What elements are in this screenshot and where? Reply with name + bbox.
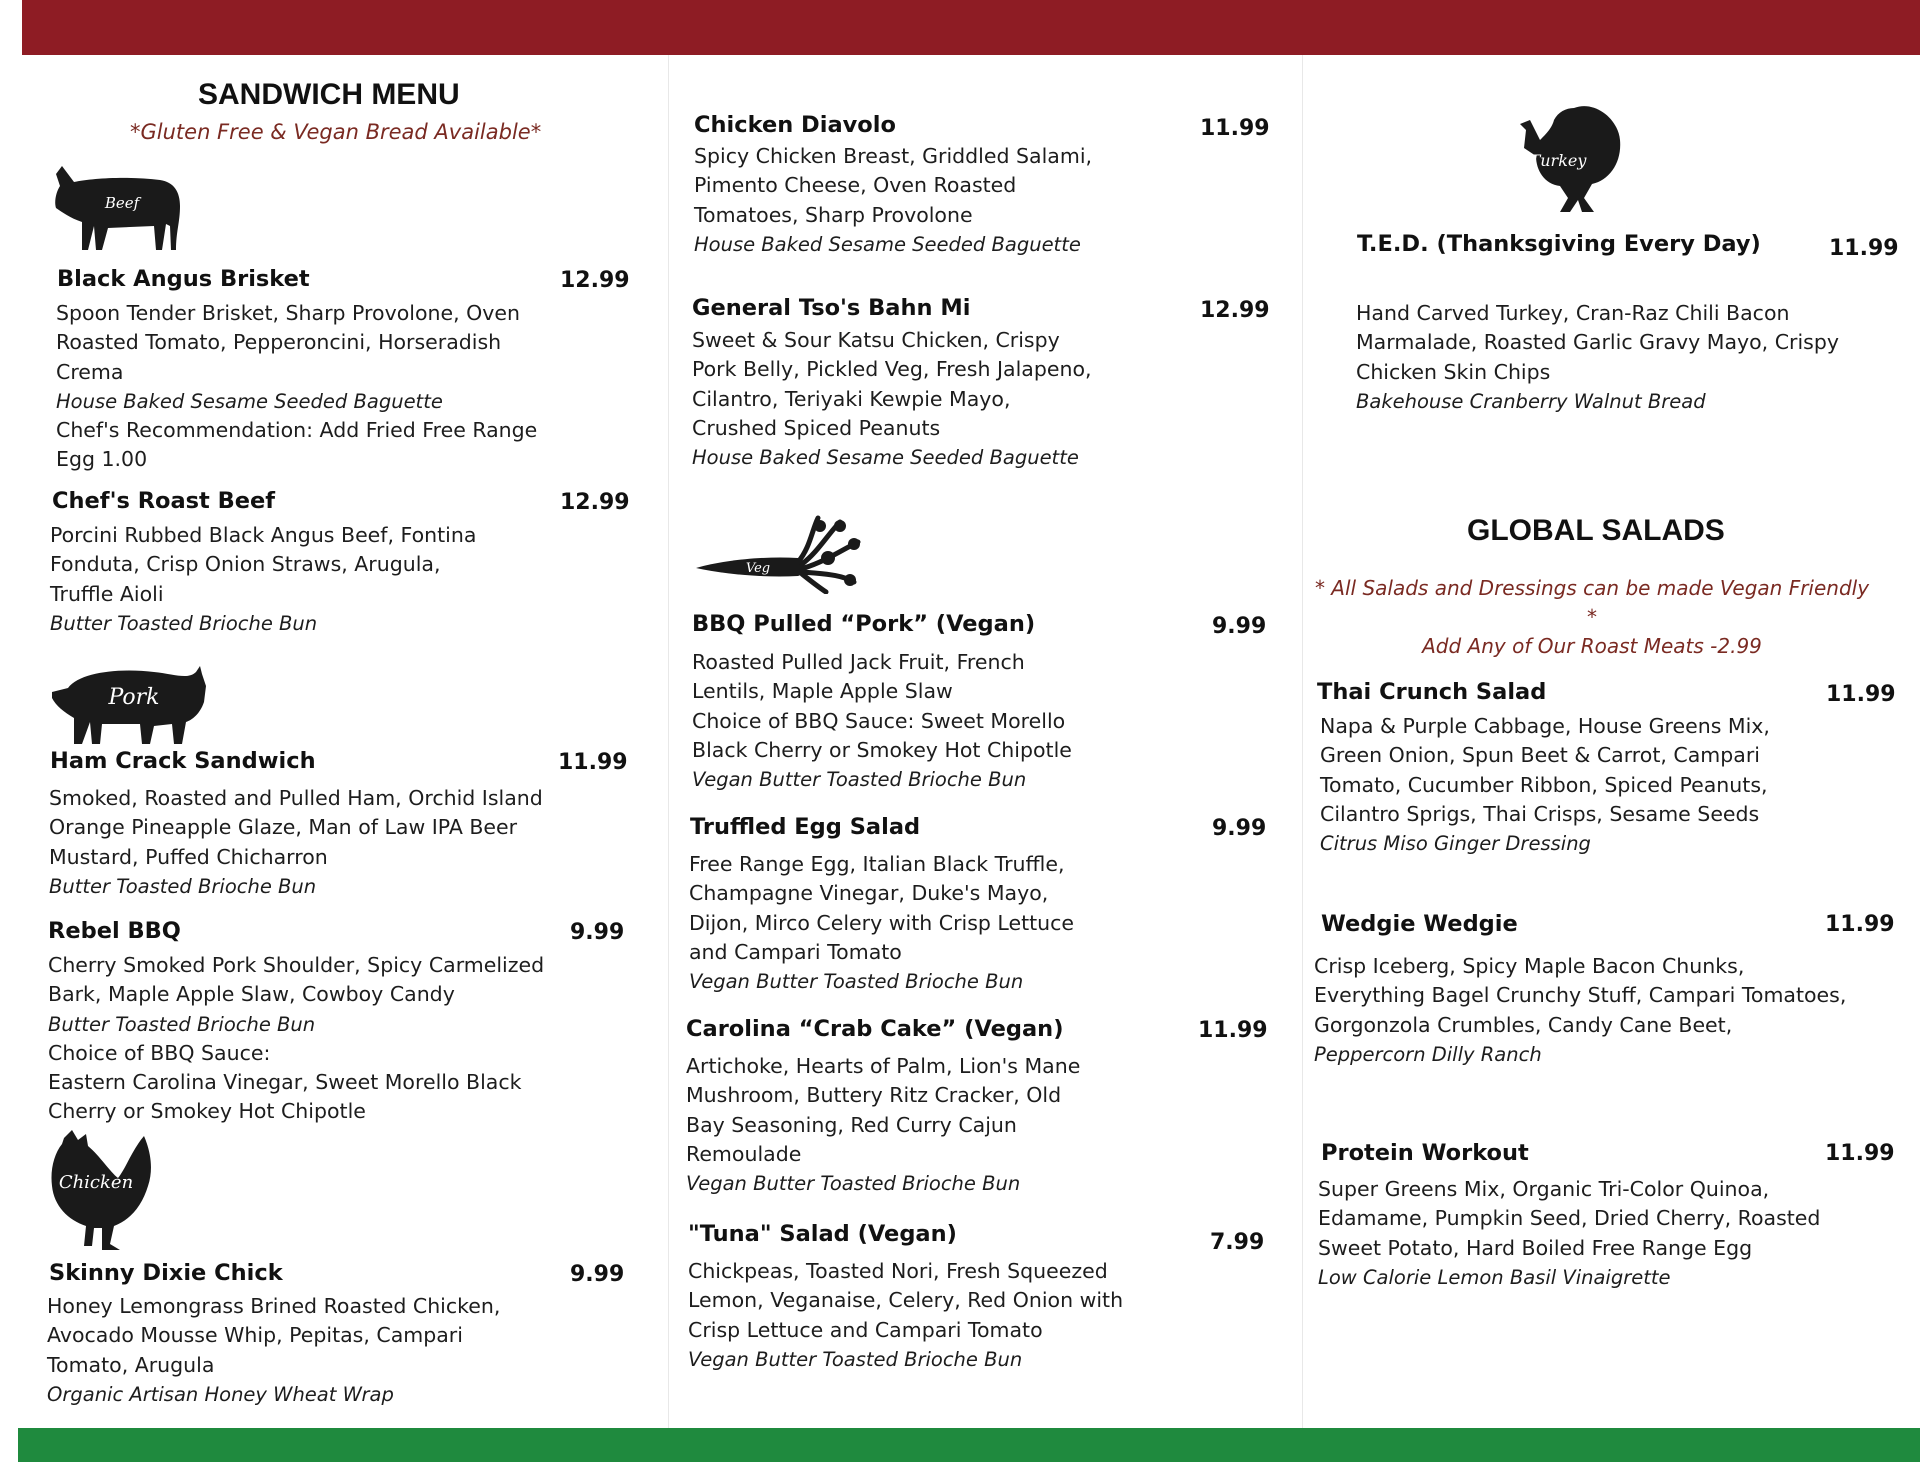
description-line: Orange Pineapple Glaze, Man of Law IPA Beer — [49, 815, 518, 840]
item-name-protein-workout: Protein Workout — [1321, 1140, 1529, 1166]
description-line: Smoked, Roasted and Pulled Ham, Orchid Island — [49, 786, 543, 810]
description-line: Truffle Aioli — [50, 581, 164, 606]
item-name-wedgie-wedgie: Wedgie Wedgie — [1321, 911, 1518, 937]
description-line: Crisp Iceberg, Spicy Maple Bacon Chunks, — [1314, 954, 1745, 978]
pork-icon-label: Pork — [108, 685, 160, 710]
panel-fold-right — [1302, 55, 1303, 1428]
description-line: Gorgonzola Crumbles, Candy Cane Beet, — [1314, 1012, 1733, 1037]
item-details-tuna-salad-vegan — [688, 1257, 1123, 1374]
item-price-carolina-crab-cake-vegan: 11.99 — [1198, 1018, 1268, 1043]
description-line: Honey Lemongrass Brined Roasted Chicken, — [47, 1294, 501, 1318]
description-line: Bay Seasoning, Red Curry Cajun — [686, 1112, 1017, 1137]
pork-icon — [50, 662, 210, 746]
top-color-band — [22, 0, 1920, 55]
beef-icon — [52, 162, 186, 252]
description-line: Napa & Purple Cabbage, House Greens Mix, — [1320, 714, 1770, 738]
item-name-rebel-bbq: Rebel BBQ — [48, 918, 181, 944]
item-details-general-tsos-bahn-mi — [692, 326, 1092, 472]
description-line: Sweet Potato, Hard Boiled Free Range Egg — [1318, 1235, 1753, 1260]
description-line: Mushroom, Buttery Ritz Cracker, Old — [686, 1083, 1062, 1108]
item-name-chefs-roast-beef: Chef's Roast Beef — [52, 488, 276, 514]
bread-line: House Baked Sesame Seeded Baguette — [692, 446, 1079, 470]
description-line: Edamame, Pumpkin Seed, Dried Cherry, Roasted — [1318, 1206, 1821, 1231]
description-line: Choice of BBQ Sauce: Sweet Morello — [692, 708, 1066, 733]
description-line: Chickpeas, Toasted Nori, Fresh Squeezed — [688, 1259, 1108, 1283]
chef-note-line: Egg 1.00 — [56, 447, 148, 472]
item-details-wedgie-wedgie — [1314, 952, 1846, 1069]
menu-subtitle: *Gluten Free & Vegan Bread Available* — [130, 120, 542, 144]
description-line: Cilantro Sprigs, Thai Crisps, Sesame Seeds — [1320, 801, 1760, 826]
chicken-icon-label: Chicken — [58, 1172, 134, 1193]
bread-line: Peppercorn Dilly Ranch — [1314, 1042, 1542, 1066]
item-price-protein-workout: 11.99 — [1825, 1141, 1895, 1166]
bread-line: Bakehouse Cranberry Walnut Bread — [1356, 389, 1706, 413]
item-name-skinny-dixie-chick: Skinny Dixie Chick — [49, 1260, 283, 1286]
turkey-icon — [1514, 100, 1624, 218]
description-line: Roasted Tomato, Pepperoncini, Horseradish — [56, 330, 502, 355]
description-line: Porcini Rubbed Black Angus Beef, Fontina — [50, 523, 477, 547]
item-name-carolina-crab-cake-vegan: Carolina “Crab Cake” (Vegan) — [686, 1016, 1064, 1042]
bread-line: Butter Toasted Brioche Bun — [49, 874, 317, 898]
item-details-thai-crunch-salad — [1320, 712, 1770, 858]
item-price-wedgie-wedgie: 11.99 — [1825, 912, 1895, 937]
description-line: Hand Carved Turkey, Cran-Raz Chili Bacon — [1356, 301, 1790, 325]
item-details-rebel-bbq — [48, 951, 544, 1127]
description-line: Pimento Cheese, Oven Roasted — [694, 173, 1017, 198]
description-line: Free Range Egg, Italian Black Truffle, — [689, 852, 1065, 876]
global-salads-title: GLOBAL SALADS — [1467, 514, 1725, 547]
item-price-black-angus-brisket: 12.99 — [560, 268, 630, 293]
item-price-chefs-roast-beef: 12.99 — [560, 490, 630, 515]
description-line: Marmalade, Roasted Garlic Gravy Mayo, Crispy — [1356, 330, 1839, 355]
item-details-skinny-dixie-chick — [47, 1292, 500, 1409]
bread-line: House Baked Sesame Seeded Baguette — [694, 232, 1081, 256]
description-line: and Campari Tomato — [689, 939, 902, 964]
item-name-ted-thanksgiving-every-day: T.E.D. (Thanksgiving Every Day) — [1357, 231, 1761, 257]
item-details-ted-thanksgiving-every-day — [1356, 299, 1839, 416]
item-details-truffled-egg-salad — [689, 850, 1074, 996]
description-line: Pork Belly, Pickled Veg, Fresh Jalapeno, — [692, 357, 1092, 382]
description-line: Sweet & Sour Katsu Chicken, Crispy — [692, 328, 1060, 352]
bread-line: Vegan Butter Toasted Brioche Bun — [686, 1172, 1021, 1196]
beef-icon-label: Beef — [104, 194, 140, 212]
item-price-tuna-salad-vegan: 7.99 — [1210, 1230, 1265, 1255]
sauce-note-line: Cherry or Smokey Hot Chipotle — [48, 1099, 366, 1124]
bread-line: Citrus Miso Ginger Dressing — [1320, 832, 1591, 856]
chef-note-line: Chef's Recommendation: Add Fried Free Range — [56, 418, 538, 443]
item-details-bbq-pulled-pork-vegan — [692, 648, 1072, 794]
item-price-chicken-diavolo: 11.99 — [1200, 116, 1270, 141]
item-price-bbq-pulled-pork-vegan: 9.99 — [1212, 614, 1267, 639]
description-line: Everything Bagel Crunchy Stuff, Campari Tomatoes, — [1314, 983, 1847, 1008]
item-price-ted-thanksgiving-every-day: 11.99 — [1829, 236, 1899, 261]
salads-vegan-note: * All Salads and Dressings can be made Vegan Friendly * — [1314, 576, 1870, 629]
item-name-ham-crack-sandwich: Ham Crack Sandwich — [50, 748, 316, 774]
description-line: Chicken Skin Chips — [1356, 359, 1551, 384]
description-line: Cilantro, Teriyaki Kewpie Mayo, — [692, 386, 1011, 411]
description-line: Bark, Maple Apple Slaw, Cowboy Candy — [48, 982, 455, 1007]
item-details-chicken-diavolo — [694, 142, 1092, 259]
description-line: Black Cherry or Smokey Hot Chipotle — [692, 737, 1072, 762]
description-line: Remoulade — [686, 1141, 802, 1166]
description-line: Avocado Mousse Whip, Pepitas, Campari — [47, 1323, 463, 1348]
description-line: Lentils, Maple Apple Slaw — [692, 679, 953, 704]
veg-carrot-icon — [694, 512, 866, 594]
bread-line: Low Calorie Lemon Basil Vinaigrette — [1318, 1265, 1671, 1289]
description-line: Fonduta, Crisp Onion Straws, Arugula, — [50, 552, 441, 577]
item-name-general-tsos-bahn-mi: General Tso's Bahn Mi — [692, 295, 971, 321]
description-line: Super Greens Mix, Organic Tri-Color Quinoa, — [1318, 1177, 1770, 1201]
panel-fold-left — [668, 55, 669, 1428]
description-line: Tomato, Arugula — [47, 1352, 215, 1377]
bread-line: Vegan Butter Toasted Brioche Bun — [692, 768, 1027, 792]
item-name-chicken-diavolo: Chicken Diavolo — [694, 112, 896, 138]
description-line: Green Onion, Spun Beet & Carrot, Campari — [1320, 743, 1760, 768]
bread-line: Butter Toasted Brioche Bun — [50, 611, 318, 635]
item-name-tuna-salad-vegan: "Tuna" Salad (Vegan) — [688, 1221, 957, 1247]
description-line: Tomatoes, Sharp Provolone — [694, 202, 973, 227]
item-name-truffled-egg-salad: Truffled Egg Salad — [690, 814, 921, 840]
description-line: Crushed Spiced Peanuts — [692, 415, 941, 440]
description-line: Mustard, Puffed Chicharron — [49, 844, 328, 869]
description-line: Champagne Vinegar, Duke's Mayo, — [689, 881, 1049, 906]
salads-meat-addon-note: Add Any of Our Roast Meats -2.99 — [1422, 634, 1762, 658]
item-details-chefs-roast-beef — [50, 521, 476, 638]
menu-title: SANDWICH MENU — [198, 78, 460, 111]
sauce-note-line: Choice of BBQ Sauce: — [48, 1040, 271, 1065]
description-line: Lemon, Veganaise, Celery, Red Onion with — [688, 1288, 1124, 1313]
description-line: Cherry Smoked Pork Shoulder, Spicy Carmelized — [48, 953, 545, 977]
description-line: Spicy Chicken Breast, Griddled Salami, — [694, 144, 1093, 168]
bread-line: Vegan Butter Toasted Brioche Bun — [688, 1347, 1023, 1371]
item-name-black-angus-brisket: Black Angus Brisket — [57, 266, 310, 292]
bread-line: House Baked Sesame Seeded Baguette — [56, 389, 443, 413]
description-line: Spoon Tender Brisket, Sharp Provolone, Oven — [56, 301, 520, 325]
turkey-icon-label: Turkey — [1529, 151, 1587, 170]
description-line: Crisp Lettuce and Campari Tomato — [688, 1317, 1043, 1342]
description-line: Tomato, Cucumber Ribbon, Spiced Peanuts, — [1320, 772, 1768, 797]
item-price-truffled-egg-salad: 9.99 — [1212, 816, 1267, 841]
description-line: Crema — [56, 359, 124, 384]
salads-note — [1312, 574, 1872, 661]
bottom-color-band — [18, 1428, 1920, 1462]
sauce-note-line: Eastern Carolina Vinegar, Sweet Morello Black — [48, 1070, 522, 1095]
item-price-ham-crack-sandwich: 11.99 — [558, 750, 628, 775]
item-price-skinny-dixie-chick: 9.99 — [570, 1262, 625, 1287]
item-price-general-tsos-bahn-mi: 12.99 — [1200, 298, 1270, 323]
chicken-icon — [44, 1128, 156, 1254]
description-line: Roasted Pulled Jack Fruit, French — [692, 650, 1025, 674]
bread-line: Vegan Butter Toasted Brioche Bun — [689, 970, 1024, 994]
description-line: Dijon, Mirco Celery with Crisp Lettuce — [689, 910, 1075, 935]
item-details-protein-workout — [1318, 1175, 1820, 1292]
item-price-rebel-bbq: 9.99 — [570, 920, 625, 945]
item-name-bbq-pulled-pork-vegan: BBQ Pulled “Pork” (Vegan) — [692, 611, 1036, 637]
item-details-carolina-crab-cake-vegan — [686, 1052, 1080, 1198]
description-line: Artichoke, Hearts of Palm, Lion's Mane — [686, 1054, 1081, 1078]
bread-line: Organic Artisan Honey Wheat Wrap — [47, 1382, 394, 1406]
veg-icon-label: Veg — [745, 561, 771, 576]
item-name-thai-crunch-salad: Thai Crunch Salad — [1317, 679, 1547, 705]
item-price-thai-crunch-salad: 11.99 — [1826, 682, 1896, 707]
item-details-ham-crack-sandwich — [49, 784, 543, 901]
bread-line: Butter Toasted Brioche Bun — [48, 1012, 316, 1036]
item-details-black-angus-brisket — [56, 299, 537, 475]
